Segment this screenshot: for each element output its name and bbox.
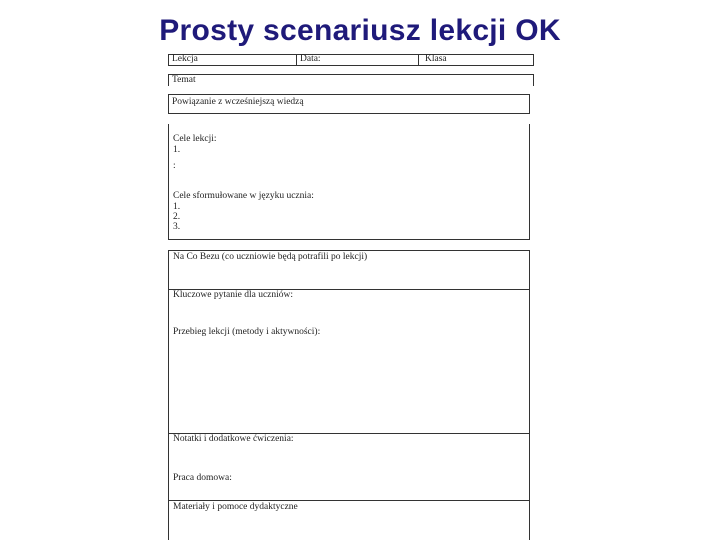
field-label-powiazanie: Powiązanie z wcześniejszą wiedzą xyxy=(172,97,304,107)
lesson-flow-section[interactable] xyxy=(168,289,530,434)
field-label-przebieg: Przebieg lekcji (metody i aktywności): xyxy=(173,327,321,337)
student-objective-item: 3. xyxy=(173,222,181,232)
field-label-pytanie: Kluczowe pytanie dla uczniów: xyxy=(173,290,294,300)
prior-knowledge-field[interactable] xyxy=(168,94,530,114)
student-objective-item: 1. xyxy=(173,202,181,212)
field-label-klasa: Klasa xyxy=(425,54,447,64)
student-objectives-heading: Cele sformułowane w języku ucznia: xyxy=(173,191,314,201)
objectives-heading: Cele lekcji: xyxy=(173,134,217,144)
topic-field[interactable] xyxy=(168,74,534,86)
objective-item: 1. xyxy=(173,145,181,155)
student-objective-item: 2. xyxy=(173,212,181,222)
field-label-materialy: Materiały i pomoce dydaktyczne xyxy=(173,502,298,512)
field-label-temat: Temat xyxy=(172,75,196,85)
slide-title: Prosty scenariusz lekcji OK xyxy=(159,14,561,47)
field-label-nacobeza: Na Co Bezu (co uczniowie będą potrafili po lekcji) xyxy=(173,252,368,262)
field-label-lekcja: Lekcja xyxy=(172,54,198,64)
field-label-notatki: Notatki i dodatkowe ćwiczenia: xyxy=(173,434,294,444)
success-criteria-field[interactable] xyxy=(168,250,530,290)
notes-homework-section[interactable] xyxy=(168,433,530,501)
materials-field[interactable] xyxy=(168,500,530,540)
field-label-praca: Praca domowa: xyxy=(173,473,232,483)
objectives-section[interactable] xyxy=(168,124,530,240)
divider xyxy=(418,55,419,65)
header-row xyxy=(168,54,534,66)
field-label-data: Data: xyxy=(300,54,321,64)
objective-item: : xyxy=(173,161,176,171)
divider xyxy=(296,55,297,65)
